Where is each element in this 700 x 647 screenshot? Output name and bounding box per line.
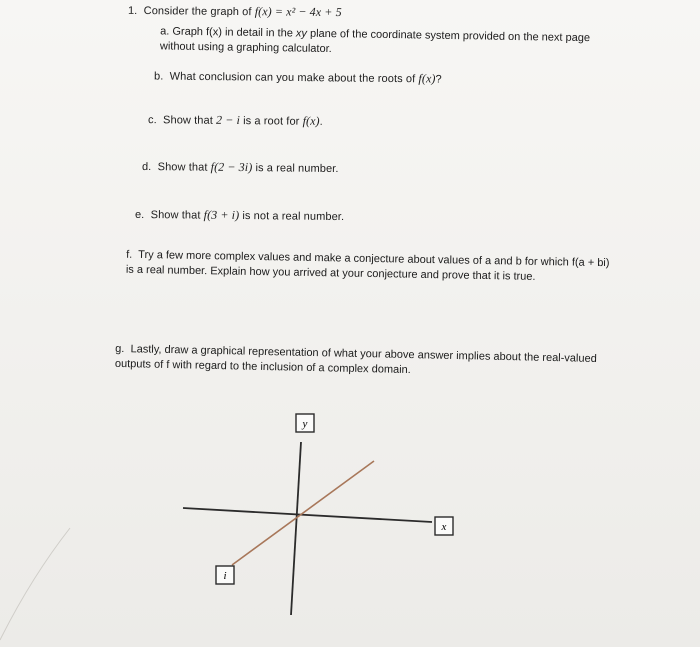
part-b-end: ?	[435, 73, 442, 86]
x-label: x	[441, 521, 447, 533]
part-e-expression: f(3 + i)	[203, 207, 240, 222]
part-c-label: c.	[147, 114, 157, 127]
part-c-text-2: is a root for	[243, 115, 300, 128]
function-expression: f(x) = x² − 4x + 5	[254, 4, 342, 20]
part-f-expression: f(a + bi)	[571, 256, 610, 270]
part-c-expression-2: f(x)	[302, 113, 320, 128]
part-a-text-1: Graph	[172, 25, 204, 39]
part-f-label: f.	[126, 248, 133, 261]
i-label: i	[223, 570, 227, 582]
part-e-text-1: Show that	[150, 209, 201, 222]
part-a-label: a.	[160, 25, 170, 38]
part-e-text-2: is not a real number.	[242, 210, 345, 224]
part-d-text-1: Show that	[157, 161, 208, 174]
vertical-axis	[291, 442, 301, 615]
part-e-label: e.	[134, 208, 145, 222]
question-stem: Consider the graph of	[143, 5, 252, 19]
part-d-expression: f(2 − 3i)	[210, 159, 253, 175]
page-fold-line	[0, 528, 70, 640]
part-a-xy: xy	[295, 27, 308, 40]
y-label: y	[302, 418, 308, 430]
part-d-label: d.	[141, 160, 152, 174]
part-a-expression: f(x)	[205, 26, 223, 39]
part-b-text: What conclusion can you make about the roots of	[169, 70, 416, 86]
part-b-expression: f(x)	[418, 71, 436, 86]
part-b-label: b.	[153, 70, 164, 83]
part-c-expression-1: 2 − i	[215, 112, 241, 128]
part-a-text-2: in detail in the	[224, 26, 293, 40]
part-d-text-2: is a real number.	[255, 162, 339, 176]
question-number: 1.	[127, 4, 138, 17]
part-f-text-1: Try a few more complex values and make a conjecture about values of a and b for which	[138, 248, 569, 269]
part-g-label: g.	[115, 342, 125, 356]
part-a-text-3: plane of the coordinate system provided on the next page without using a graphing calculator.	[159, 27, 591, 56]
part-c-text-1: Show that	[163, 114, 213, 127]
diagonal-line	[232, 461, 374, 565]
part-g-text: Lastly, draw a graphical representation of what your above answer implies about the real-valued outputs of f with regard to the inclusion of a complex domain.	[114, 343, 597, 377]
part-f-text-2: is a real number. Explain how you arrived at your conjecture and prove that it is true.	[125, 263, 536, 283]
part-c-end: .	[319, 115, 323, 128]
